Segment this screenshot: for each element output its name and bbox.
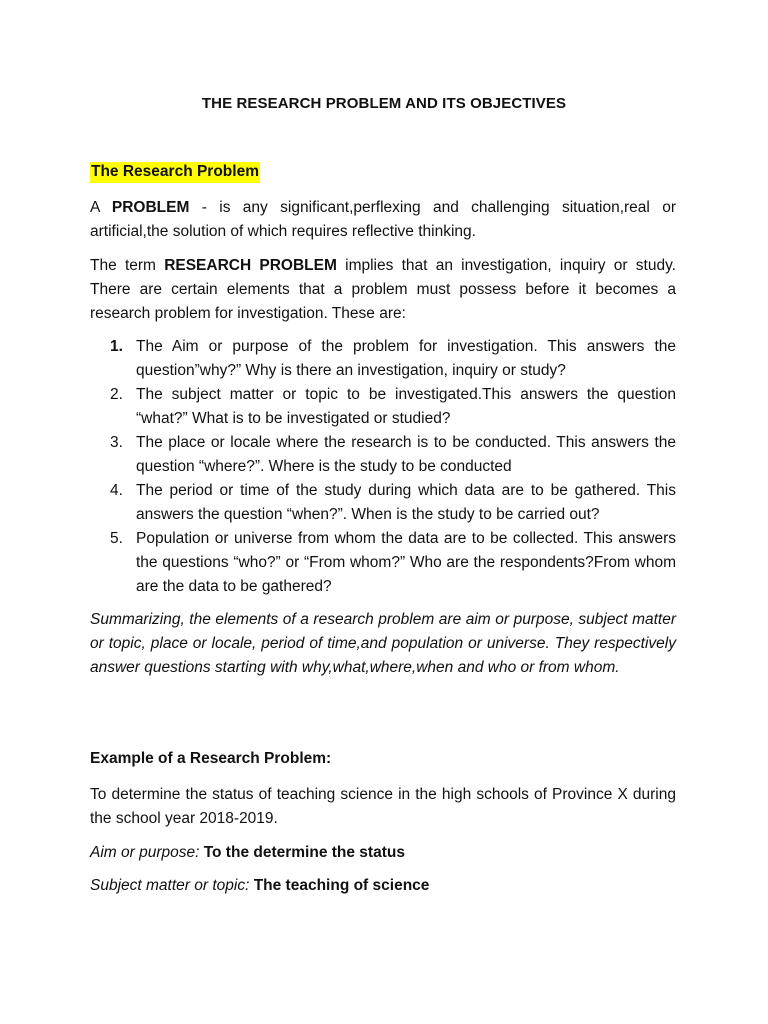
- list-number: 3.: [110, 434, 123, 451]
- list-text: Population or universe from whom the data are to be collected. This answers the questions “who?” or “From whom?” Who are the respondents?From whom are the data to be gathered?: [136, 530, 676, 595]
- list-text: The subject matter or topic to be investigated.This answers the question “what?” What is to be investigated or studied?: [136, 386, 676, 427]
- problem-text: - is any significant,perflexing and challenging situation,real or artificial,the solution of which requires reflective thinking.: [90, 199, 677, 240]
- list-item: [90, 431, 676, 479]
- example-heading: Example of a Research Problem:: [90, 750, 332, 767]
- list-text: The Aim or purpose of the problem for investigation. This answers the question”why?” Why is there an investigation, inquiry or study?: [136, 338, 676, 379]
- elements-list: [90, 335, 676, 599]
- list-item: [90, 383, 676, 431]
- list-text: The period or time of the study during which data are to be gathered. This answers the question “when?”. When is the study to be carried out?: [136, 482, 676, 523]
- example-text: To determine the status of teaching science in the high schools of Province X during the school year 2018-2019.: [90, 786, 676, 827]
- list-number: 2.: [110, 386, 123, 403]
- summary-paragraph: Summarizing, the elements of a research problem are aim or purpose, subject matter or topic, place or locale, period of time,and population or universe. They respectively answer questions starting with why,what,where,when and who or from whom.: [90, 611, 676, 676]
- subject-value: The teaching of science: [253, 877, 430, 894]
- list-item: [90, 335, 676, 383]
- list-number: 4.: [110, 482, 123, 499]
- section-heading: The Research Problem: [90, 162, 260, 183]
- research-problem-definition: [90, 254, 676, 326]
- problem-term: PROBLEM: [111, 199, 190, 216]
- research-problem-term: RESEARCH PROBLEM: [164, 257, 337, 274]
- list-number: 1.: [110, 338, 123, 355]
- research-problem-text: implies that an investigation, inquiry or study. There are certain elements that a problem must possess before it becomes a research problem for investigation. These are:: [90, 257, 676, 322]
- research-problem-prefix: The term: [90, 257, 165, 274]
- problem-definition: [90, 196, 676, 244]
- list-number: 5.: [110, 530, 123, 547]
- aim-line: [90, 841, 405, 865]
- problem-prefix: A: [90, 199, 112, 216]
- aim-label: Aim or purpose:: [90, 844, 204, 861]
- list-item: [90, 479, 676, 527]
- list-item: [90, 527, 676, 599]
- list-text: The place or locale where the research is to be conducted. This answers the question “where?”. Where is the study to be conducted: [136, 434, 676, 475]
- document-title: THE RESEARCH PROBLEM AND ITS OBJECTIVES: [201, 95, 567, 112]
- subject-line: [90, 874, 429, 898]
- subject-label: Subject matter or topic:: [90, 877, 254, 894]
- aim-value: To the determine the status: [203, 844, 405, 861]
